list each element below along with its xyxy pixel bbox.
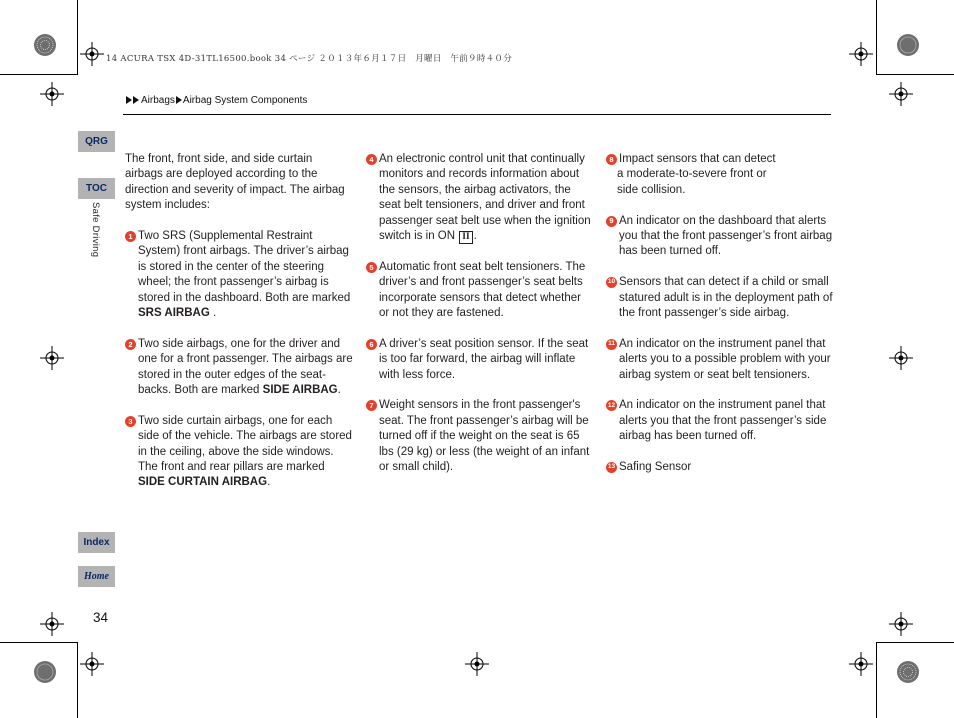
list-item: 9 An indicator on the dashboard that alerts you that the front passenger’s front airbag has been turned off. [606, 214, 834, 260]
toc-button[interactable]: TOC [78, 178, 115, 199]
triangle-right-icon [176, 96, 182, 104]
crosshair-icon [889, 612, 913, 636]
crosshair-icon [40, 346, 64, 370]
breadcrumb-link-airbags[interactable]: Airbags [141, 94, 175, 106]
list-item: 11 An indicator on the instrument panel that alerts you to a possible problem with your airbag system or seat belt tensioners. [606, 337, 834, 383]
print-header: 14 ACURA TSX 4D-31TL16500.book 34 ページ ２０１３年６月１７日 月曜日 午前９時４０分 [106, 54, 513, 64]
label-side-airbag: SIDE AIRBAG [262, 384, 338, 397]
header-rule [123, 114, 831, 115]
breadcrumb-current[interactable]: Airbag System Components [182, 94, 308, 106]
index-button[interactable]: Index [78, 532, 115, 553]
number-badge: 8 [606, 154, 617, 165]
list-item: 4 An electronic control unit that continually monitors and records information about the sensors, the airbag activators, the seat belt tensioners, and driver and front passenger seat belt use when the ignition switch is in ON II . [366, 152, 594, 244]
crosshair-icon [889, 82, 913, 106]
list-item: 10 Sensors that can detect if a child or small statured adult is in the deployment path of the front passenger’s side airbag. [607, 276, 833, 320]
column-3 [606, 152, 834, 491]
number-badge: 5 [366, 262, 377, 273]
list-item: 2 Two side airbags, one for the driver and one for a front passenger. The airbags are stored in the outer edges of the seat-backs. Both are marked SIDE AIRBAG. [125, 337, 353, 399]
page-number: 34 [93, 610, 109, 625]
number-badge: 10 [606, 277, 617, 288]
crosshair-icon [40, 612, 64, 636]
breadcrumb [126, 93, 307, 107]
number-badge: 6 [366, 339, 377, 350]
crosshair-icon [849, 652, 873, 676]
list-item: 13 Safing Sensor [607, 461, 692, 474]
number-badge: 7 [366, 400, 377, 411]
label-srs-airbag: SRS AIRBAG [138, 307, 210, 320]
list-item: 12 An indicator on the instrument panel that alerts you that the front passenger’s side airbag has been turned off. [607, 399, 827, 443]
list-item: 1 Two SRS (Supplemental Restraint System) front airbags. The driver’s airbag is stored in the center of the steering wheel; the front passenger’s airbag is stored in the dashboard. Both are marked SRS AIRBAG . [125, 229, 353, 321]
rosette-icon [33, 33, 57, 57]
number-badge: 9 [606, 216, 617, 227]
crosshair-icon [80, 652, 104, 676]
number-badge: 2 [125, 339, 136, 350]
number-badge: 4 [366, 154, 377, 165]
number-badge: 3 [125, 416, 136, 427]
column-2 [366, 152, 594, 491]
number-badge: 13 [606, 462, 617, 473]
qrg-button[interactable]: QRG [78, 131, 115, 152]
column-1 [125, 152, 353, 506]
crosshair-icon [80, 42, 104, 66]
crosshair-icon [849, 42, 873, 66]
list-item: 7 Weight sensors in the front passenger's seat. The front passenger’s airbag will be turned off if the weight on the seat is 65 lbs (29 kg) or less (the weight of an infant or small child). [366, 398, 594, 475]
list-item: 5 Automatic front seat belt tensioners. The driver’s and front passenger’s seat belts incorporate sensors that detect whether or not they are fastened. [366, 260, 594, 322]
label-side-curtain-airbag: SIDE CURTAIN AIRBAG [138, 476, 268, 489]
list-item: 3 Two side curtain airbags, one for each side of the vehicle. The airbags are stored in the ceiling, above the side windows. The front and rear pillars are marked SIDE CURTAIN AIRBAG. [125, 414, 353, 491]
crosshair-icon [889, 346, 913, 370]
rosette-icon [896, 33, 920, 57]
number-badge: 11 [606, 339, 617, 350]
rosette-icon [896, 660, 920, 684]
rosette-icon [33, 660, 57, 684]
triangle-right-icon [133, 96, 139, 104]
number-badge: 12 [606, 400, 617, 411]
triangle-right-icon [126, 96, 132, 104]
crosshair-icon [465, 652, 489, 676]
home-button[interactable]: Home [78, 566, 115, 587]
list-item: 6 A driver’s seat position sensor. If the seat is too far forward, the airbag will inflate with less force. [366, 337, 594, 383]
number-badge: 1 [125, 231, 136, 242]
intro-paragraph: The front, front side, and side curtain airbags are deployed according to the direction and severity of impact. The airbag system includes: [125, 153, 345, 212]
crosshair-icon [40, 82, 64, 106]
list-item: 8 Impact sensors that can detect a moderate-to-severe front or side collision. [606, 152, 834, 198]
section-label: Safe Driving [90, 202, 101, 258]
ignition-position-icon: II [459, 231, 472, 244]
